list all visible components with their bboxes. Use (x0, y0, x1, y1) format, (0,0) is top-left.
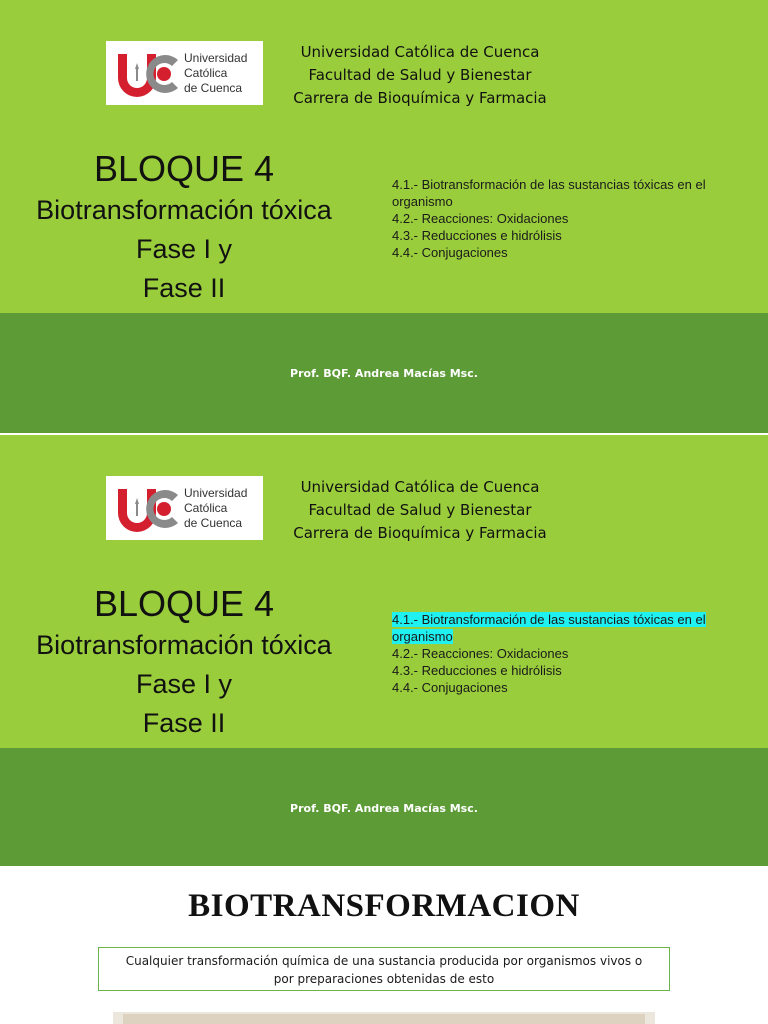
slide-footer-area (0, 748, 768, 868)
subtitle-line: Fase II (142, 708, 226, 738)
slide-3 (0, 866, 768, 1024)
slide-footer-area (0, 313, 768, 433)
slide-title-block (0, 582, 368, 743)
topic-item: 4.1.- Biotransformación de las sustancias tóxicas en el organismo (392, 177, 706, 209)
definition-line: por preparaciones obtenidas de esto (273, 972, 495, 986)
professor-name: Prof. BQF. Andrea Macías Msc. (290, 802, 478, 815)
faculty-name: Facultad de Salud y Bienestar (308, 66, 532, 84)
subtitle-line: Fase I y (135, 669, 233, 699)
subtitle-line: Biotransformación tóxica (36, 195, 332, 225)
slide-title-block (0, 147, 368, 308)
c-logo-icon (146, 50, 182, 98)
topic-item: 4.4.- Conjugaciones (392, 245, 508, 260)
definition-line: Cualquier transformación química de una sustancia producida por organismos vivos o (125, 954, 643, 968)
slide-image (113, 1012, 655, 1024)
university-name: Universidad Católica de Cuenca (300, 478, 540, 496)
bloque-title: BLOQUE 4 (93, 583, 275, 624)
c-logo-icon (146, 485, 182, 533)
career-name: Carrera de Bioquímica y Farmacia (293, 524, 547, 542)
logo-text-line: Universidad (184, 486, 248, 500)
slide-1 (0, 0, 768, 433)
logo-text-line: de Cuenca (184, 516, 243, 530)
university-info (270, 41, 570, 110)
logo-text-line: Universidad (184, 51, 248, 65)
logo-text-line: Católica (184, 501, 228, 515)
topic-item: 4.2.- Reacciones: Oxidaciones (392, 211, 569, 226)
topic-highlight-text: 4.1.- Biotransformación de las sustancias tóxicas en el organismo (392, 612, 706, 644)
university-logo (106, 476, 263, 540)
logo-text-line: Católica (184, 66, 228, 80)
subtitle-line: Biotransformación tóxica (36, 630, 332, 660)
biotransformacion-title: BIOTRANSFORMACION (188, 888, 580, 924)
university-name: Universidad Católica de Cuenca (300, 43, 540, 61)
career-name: Carrera de Bioquímica y Farmacia (293, 89, 547, 107)
topics-list (392, 176, 752, 261)
logo-text (184, 51, 247, 96)
topic-item: 4.2.- Reacciones: Oxidaciones (392, 646, 569, 661)
slide-header-area (0, 0, 768, 313)
slide-image-content (123, 1014, 645, 1024)
bloque-title: BLOQUE 4 (93, 148, 275, 189)
logo-text-line: de Cuenca (184, 81, 243, 95)
topic-item: 4.3.- Reducciones e hidrólisis (392, 663, 562, 678)
topic-item-highlighted (392, 611, 752, 645)
university-logo (106, 41, 263, 105)
professor-name: Prof. BQF. Andrea Macías Msc. (290, 367, 478, 380)
topic-item: 4.4.- Conjugaciones (392, 680, 508, 695)
faculty-name: Facultad de Salud y Bienestar (308, 501, 532, 519)
slide-2 (0, 435, 768, 868)
topic-item: 4.3.- Reducciones e hidrólisis (392, 228, 562, 243)
subtitle-line: Fase II (142, 273, 226, 303)
topics-list (392, 611, 752, 696)
slide-header-area (0, 435, 768, 748)
subtitle-line: Fase I y (135, 234, 233, 264)
university-info (270, 476, 570, 545)
definition-box (98, 947, 670, 991)
logo-text (184, 486, 247, 531)
